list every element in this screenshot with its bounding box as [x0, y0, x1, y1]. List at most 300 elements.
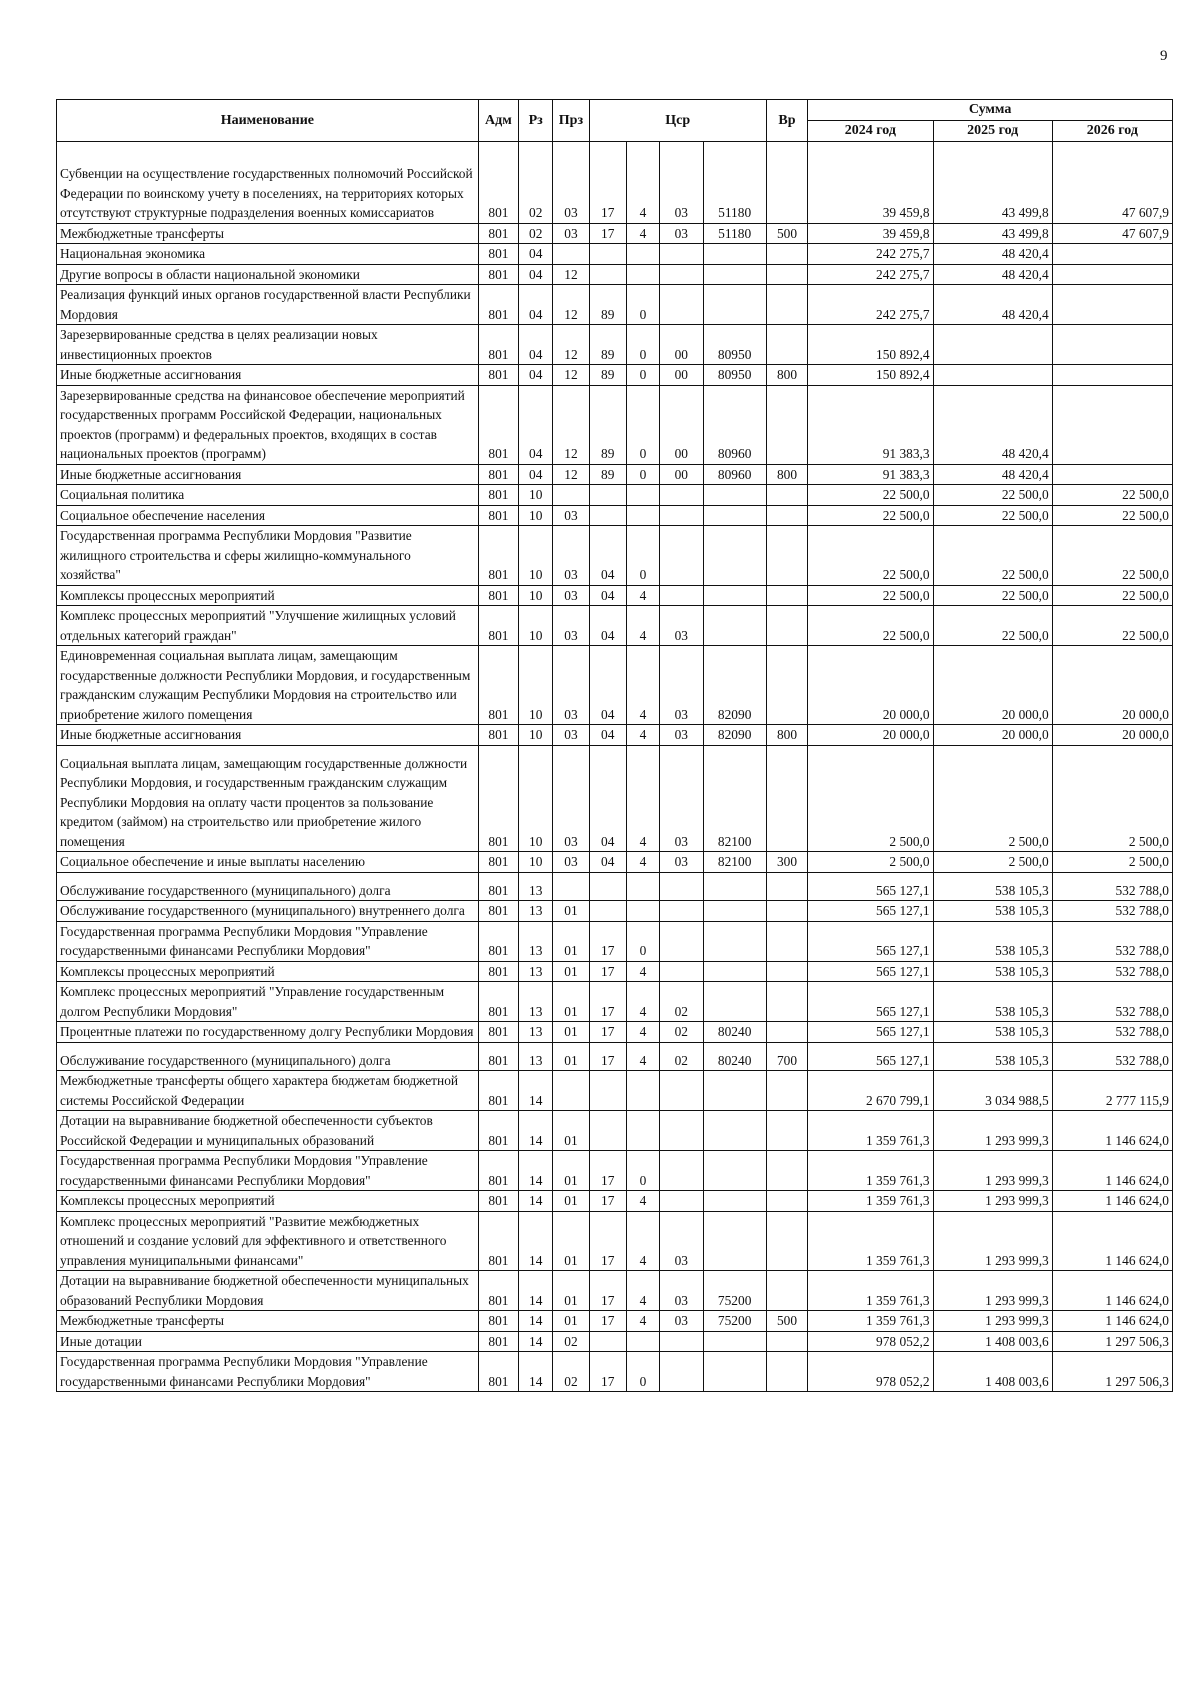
- row-rz: 10: [519, 646, 553, 725]
- table-row: [57, 285, 1173, 325]
- row-sum-2025: 2 500,0: [933, 745, 1052, 852]
- table-row: [57, 982, 1173, 1022]
- row-name: Межбюджетные трансферты общего характера бюджетам бюджетной системы Российской Федерации: [57, 1071, 479, 1111]
- row-adm: 801: [478, 1042, 518, 1071]
- row-sum-2024: 22 500,0: [808, 606, 933, 646]
- row-name: Государственная программа Республики Мордовия "Развитие жилищного строительства и сферы жилищно-коммунального хозяйства": [57, 526, 479, 586]
- row-csr-direction: 80950: [703, 365, 766, 386]
- row-rz: 10: [519, 505, 553, 526]
- row-prz: 12: [553, 365, 589, 386]
- row-csr-complex: 00: [660, 385, 704, 464]
- row-name: Реализация функций иных органов государственной власти Республики Мордовия: [57, 285, 479, 325]
- row-adm: 801: [478, 585, 518, 606]
- row-csr-type: 0: [626, 1151, 659, 1191]
- row-sum-2025: 20 000,0: [933, 725, 1052, 746]
- row-csr-complex: 03: [660, 745, 704, 852]
- table-row: [57, 485, 1173, 506]
- row-csr-direction: [703, 585, 766, 606]
- row-csr-type: 0: [626, 285, 659, 325]
- row-csr-type: 0: [626, 464, 659, 485]
- row-sum-2024: 1 359 761,3: [808, 1271, 933, 1311]
- row-csr-program: 04: [589, 585, 626, 606]
- row-sum-2024: 22 500,0: [808, 505, 933, 526]
- row-sum-2024: 242 275,7: [808, 264, 933, 285]
- budget-table: [56, 99, 1173, 1392]
- row-sum-2026: 1 146 624,0: [1052, 1211, 1172, 1271]
- row-name: Социальная политика: [57, 485, 479, 506]
- row-name: Социальное обеспечение населения: [57, 505, 479, 526]
- row-csr-program: 17: [589, 1191, 626, 1212]
- row-vr: [766, 1022, 807, 1043]
- row-sum-2026: [1052, 325, 1172, 365]
- row-rz: 04: [519, 244, 553, 265]
- row-name: Национальная экономика: [57, 244, 479, 265]
- table-row: [57, 852, 1173, 873]
- row-rz: 02: [519, 223, 553, 244]
- row-csr-direction: 82090: [703, 725, 766, 746]
- row-csr-complex: [660, 505, 704, 526]
- row-sum-2024: 20 000,0: [808, 646, 933, 725]
- row-csr-program: 17: [589, 961, 626, 982]
- row-sum-2026: [1052, 365, 1172, 386]
- row-sum-2026: 1 146 624,0: [1052, 1151, 1172, 1191]
- row-sum-2026: 22 500,0: [1052, 505, 1172, 526]
- row-adm: 801: [478, 982, 518, 1022]
- row-vr: 300: [766, 852, 807, 873]
- row-prz: 03: [553, 606, 589, 646]
- row-sum-2025: 3 034 988,5: [933, 1071, 1052, 1111]
- row-rz: 04: [519, 325, 553, 365]
- row-sum-2026: 2 777 115,9: [1052, 1071, 1172, 1111]
- row-vr: [766, 901, 807, 922]
- row-rz: 14: [519, 1331, 553, 1352]
- row-csr-program: 17: [589, 1271, 626, 1311]
- row-csr-direction: 80240: [703, 1022, 766, 1043]
- row-prz: [553, 485, 589, 506]
- row-name: Государственная программа Республики Мордовия "Управление государственными финансами Республики Мордовия": [57, 921, 479, 961]
- row-csr-complex: [660, 1352, 704, 1392]
- row-vr: [766, 585, 807, 606]
- row-prz: 02: [553, 1352, 589, 1392]
- row-csr-type: 4: [626, 1211, 659, 1271]
- row-sum-2026: 532 788,0: [1052, 1042, 1172, 1071]
- row-csr-type: 4: [626, 1271, 659, 1311]
- row-sum-2025: 48 420,4: [933, 244, 1052, 265]
- row-name: Зарезервированные средства на финансовое обеспечение мероприятий государственных программ Российской Федерации, национальных проектов (программ) и федеральных проектов, входящих в состав национальных проектов (программ): [57, 385, 479, 464]
- row-csr-program: 04: [589, 606, 626, 646]
- row-adm: 801: [478, 244, 518, 265]
- row-adm: 801: [478, 526, 518, 586]
- row-csr-program: 17: [589, 142, 626, 224]
- row-sum-2026: 20 000,0: [1052, 646, 1172, 725]
- row-vr: [766, 1211, 807, 1271]
- row-csr-direction: [703, 606, 766, 646]
- row-prz: 12: [553, 464, 589, 485]
- row-csr-direction: 51180: [703, 142, 766, 224]
- row-adm: 801: [478, 1111, 518, 1151]
- row-sum-2026: 22 500,0: [1052, 526, 1172, 586]
- row-sum-2024: 1 359 761,3: [808, 1111, 933, 1151]
- row-prz: 03: [553, 526, 589, 586]
- row-csr-program: 17: [589, 1352, 626, 1392]
- table-row: [57, 1331, 1173, 1352]
- row-rz: 14: [519, 1071, 553, 1111]
- row-rz: 14: [519, 1311, 553, 1332]
- header-rz: Рз: [519, 100, 553, 142]
- row-rz: 13: [519, 1042, 553, 1071]
- row-sum-2025: [933, 365, 1052, 386]
- row-csr-direction: [703, 244, 766, 265]
- row-prz: 01: [553, 961, 589, 982]
- row-csr-complex: 02: [660, 1022, 704, 1043]
- row-sum-2026: 1 297 506,3: [1052, 1331, 1172, 1352]
- row-csr-direction: [703, 1191, 766, 1212]
- row-csr-program: [589, 485, 626, 506]
- row-csr-program: 04: [589, 526, 626, 586]
- row-csr-direction: [703, 1331, 766, 1352]
- table-row: [57, 646, 1173, 725]
- row-vr: [766, 264, 807, 285]
- header-2024: 2024 год: [808, 121, 933, 142]
- row-sum-2026: 532 788,0: [1052, 982, 1172, 1022]
- row-adm: 801: [478, 385, 518, 464]
- row-sum-2024: 20 000,0: [808, 725, 933, 746]
- row-adm: 801: [478, 1022, 518, 1043]
- header-prz: Прз: [553, 100, 589, 142]
- row-prz: [553, 1071, 589, 1111]
- row-prz: 03: [553, 505, 589, 526]
- row-vr: [766, 1271, 807, 1311]
- row-csr-complex: [660, 1191, 704, 1212]
- row-sum-2026: 532 788,0: [1052, 872, 1172, 901]
- row-sum-2024: 565 127,1: [808, 982, 933, 1022]
- row-rz: 13: [519, 982, 553, 1022]
- row-sum-2026: [1052, 385, 1172, 464]
- row-sum-2026: 1 146 624,0: [1052, 1191, 1172, 1212]
- row-vr: [766, 505, 807, 526]
- row-sum-2026: 532 788,0: [1052, 901, 1172, 922]
- row-csr-type: 4: [626, 585, 659, 606]
- row-csr-program: [589, 872, 626, 901]
- row-adm: 801: [478, 921, 518, 961]
- row-prz: 03: [553, 142, 589, 224]
- row-vr: [766, 142, 807, 224]
- row-csr-type: 0: [626, 325, 659, 365]
- row-csr-program: 17: [589, 1311, 626, 1332]
- row-adm: 801: [478, 872, 518, 901]
- row-rz: 14: [519, 1271, 553, 1311]
- row-csr-complex: [660, 264, 704, 285]
- row-csr-direction: [703, 872, 766, 901]
- row-sum-2025: 43 499,8: [933, 142, 1052, 224]
- row-sum-2024: 242 275,7: [808, 285, 933, 325]
- row-sum-2024: 978 052,2: [808, 1331, 933, 1352]
- row-sum-2025: 22 500,0: [933, 526, 1052, 586]
- row-csr-direction: [703, 921, 766, 961]
- row-sum-2024: 22 500,0: [808, 585, 933, 606]
- row-adm: 801: [478, 1331, 518, 1352]
- row-prz: 03: [553, 852, 589, 873]
- row-adm: 801: [478, 485, 518, 506]
- row-adm: 801: [478, 1271, 518, 1311]
- row-csr-program: 04: [589, 725, 626, 746]
- row-csr-program: 04: [589, 852, 626, 873]
- row-csr-complex: 03: [660, 1271, 704, 1311]
- row-sum-2024: 1 359 761,3: [808, 1151, 933, 1191]
- row-csr-complex: 03: [660, 223, 704, 244]
- row-prz: 01: [553, 1271, 589, 1311]
- row-adm: 801: [478, 1151, 518, 1191]
- row-vr: [766, 961, 807, 982]
- row-csr-direction: 51180: [703, 223, 766, 244]
- row-csr-complex: 02: [660, 982, 704, 1022]
- row-prz: 12: [553, 264, 589, 285]
- row-csr-direction: 80960: [703, 464, 766, 485]
- row-csr-direction: 80960: [703, 385, 766, 464]
- table-row: [57, 1211, 1173, 1271]
- row-name: Зарезервированные средства в целях реализации новых инвестиционных проектов: [57, 325, 479, 365]
- row-sum-2026: 2 500,0: [1052, 745, 1172, 852]
- row-name: Обслуживание государственного (муниципального) внутреннего долга: [57, 901, 479, 922]
- table-row: [57, 325, 1173, 365]
- row-csr-direction: [703, 1071, 766, 1111]
- row-rz: 13: [519, 901, 553, 922]
- row-csr-type: 4: [626, 1191, 659, 1212]
- row-sum-2025: 43 499,8: [933, 223, 1052, 244]
- row-csr-complex: [660, 585, 704, 606]
- row-prz: 03: [553, 745, 589, 852]
- table-row: [57, 1311, 1173, 1332]
- row-sum-2026: 1 146 624,0: [1052, 1311, 1172, 1332]
- row-name: Комплексы процессных мероприятий: [57, 585, 479, 606]
- row-sum-2025: 538 105,3: [933, 1022, 1052, 1043]
- row-adm: 801: [478, 365, 518, 386]
- table-row: [57, 901, 1173, 922]
- row-adm: 801: [478, 852, 518, 873]
- row-csr-program: 89: [589, 325, 626, 365]
- row-sum-2025: 538 105,3: [933, 921, 1052, 961]
- row-name: Комплекс процессных мероприятий "Развитие межбюджетных отношений и создание условий для эффективного и ответственного управления муниципальными финансами": [57, 1211, 479, 1271]
- row-csr-direction: [703, 264, 766, 285]
- row-csr-direction: 82090: [703, 646, 766, 725]
- row-sum-2024: 1 359 761,3: [808, 1211, 933, 1271]
- row-sum-2026: 532 788,0: [1052, 961, 1172, 982]
- row-csr-direction: [703, 485, 766, 506]
- row-sum-2026: 532 788,0: [1052, 921, 1172, 961]
- header-2025: 2025 год: [933, 121, 1052, 142]
- row-csr-complex: [660, 1071, 704, 1111]
- page-number: 9: [1160, 48, 1168, 64]
- row-sum-2025: 2 500,0: [933, 852, 1052, 873]
- row-csr-type: 4: [626, 725, 659, 746]
- row-prz: 01: [553, 1042, 589, 1071]
- row-name: Обслуживание государственного (муниципального) долга: [57, 1042, 479, 1071]
- row-csr-type: [626, 485, 659, 506]
- row-vr: [766, 745, 807, 852]
- row-adm: 801: [478, 1352, 518, 1392]
- row-adm: 801: [478, 264, 518, 285]
- row-sum-2024: 91 383,3: [808, 385, 933, 464]
- row-vr: [766, 1151, 807, 1191]
- table-row: [57, 526, 1173, 586]
- row-rz: 13: [519, 961, 553, 982]
- row-csr-complex: [660, 485, 704, 506]
- row-prz: 12: [553, 325, 589, 365]
- row-csr-direction: [703, 1151, 766, 1191]
- row-adm: 801: [478, 285, 518, 325]
- row-adm: 801: [478, 606, 518, 646]
- table-row: [57, 745, 1173, 852]
- row-vr: [766, 1331, 807, 1352]
- row-csr-type: 0: [626, 526, 659, 586]
- row-sum-2025: 1 293 999,3: [933, 1151, 1052, 1191]
- row-name: Государственная программа Республики Мордовия "Управление государственными финансами Республики Мордовия": [57, 1352, 479, 1392]
- row-vr: 800: [766, 464, 807, 485]
- row-csr-direction: 82100: [703, 852, 766, 873]
- row-name: Комплексы процессных мероприятий: [57, 961, 479, 982]
- row-sum-2025: 1 408 003,6: [933, 1352, 1052, 1392]
- row-rz: 13: [519, 1022, 553, 1043]
- row-prz: 03: [553, 585, 589, 606]
- row-csr-complex: 00: [660, 365, 704, 386]
- row-csr-program: [589, 264, 626, 285]
- row-sum-2024: 1 359 761,3: [808, 1311, 933, 1332]
- row-sum-2024: 39 459,8: [808, 223, 933, 244]
- row-csr-program: 17: [589, 1211, 626, 1271]
- row-name: Другие вопросы в области национальной экономики: [57, 264, 479, 285]
- row-vr: [766, 385, 807, 464]
- row-rz: 13: [519, 921, 553, 961]
- row-sum-2024: 565 127,1: [808, 872, 933, 901]
- row-sum-2025: 1 293 999,3: [933, 1191, 1052, 1212]
- header-2026: 2026 год: [1052, 121, 1172, 142]
- row-name: Комплексы процессных мероприятий: [57, 1191, 479, 1212]
- row-csr-program: [589, 505, 626, 526]
- row-prz: 03: [553, 725, 589, 746]
- row-sum-2025: 48 420,4: [933, 385, 1052, 464]
- row-csr-program: 17: [589, 1151, 626, 1191]
- row-name: Иные дотации: [57, 1331, 479, 1352]
- row-csr-complex: [660, 526, 704, 586]
- row-csr-type: 4: [626, 606, 659, 646]
- row-sum-2025: 22 500,0: [933, 505, 1052, 526]
- row-sum-2024: 565 127,1: [808, 921, 933, 961]
- row-sum-2024: 22 500,0: [808, 485, 933, 506]
- row-csr-direction: [703, 505, 766, 526]
- row-csr-type: 4: [626, 223, 659, 244]
- row-csr-direction: 75200: [703, 1271, 766, 1311]
- row-csr-direction: [703, 961, 766, 982]
- row-adm: 801: [478, 142, 518, 224]
- row-name: Государственная программа Республики Мордовия "Управление государственными финансами Республики Мордовия": [57, 1151, 479, 1191]
- row-vr: 700: [766, 1042, 807, 1071]
- header-vr: Вр: [766, 100, 807, 142]
- row-csr-direction: [703, 982, 766, 1022]
- row-vr: [766, 325, 807, 365]
- row-prz: 01: [553, 1022, 589, 1043]
- table-row: [57, 1071, 1173, 1111]
- row-name: Иные бюджетные ассигнования: [57, 464, 479, 485]
- header-adm: Адм: [478, 100, 518, 142]
- row-csr-type: [626, 1071, 659, 1111]
- row-sum-2025: [933, 325, 1052, 365]
- row-sum-2026: [1052, 464, 1172, 485]
- row-csr-direction: [703, 901, 766, 922]
- table-row: [57, 264, 1173, 285]
- row-rz: 04: [519, 365, 553, 386]
- row-csr-type: [626, 901, 659, 922]
- row-prz: [553, 244, 589, 265]
- row-name: Межбюджетные трансферты: [57, 223, 479, 244]
- row-sum-2024: 565 127,1: [808, 1022, 933, 1043]
- row-sum-2026: 47 607,9: [1052, 223, 1172, 244]
- table-row: [57, 223, 1173, 244]
- row-csr-type: 0: [626, 1352, 659, 1392]
- row-csr-complex: [660, 1331, 704, 1352]
- row-csr-direction: [703, 1111, 766, 1151]
- row-prz: 02: [553, 1331, 589, 1352]
- row-vr: 500: [766, 1311, 807, 1332]
- row-csr-type: 0: [626, 921, 659, 961]
- row-prz: [553, 872, 589, 901]
- row-adm: 801: [478, 1191, 518, 1212]
- header-name: Наименование: [57, 100, 479, 142]
- row-rz: 10: [519, 606, 553, 646]
- row-csr-type: [626, 1111, 659, 1151]
- row-vr: [766, 285, 807, 325]
- row-sum-2025: 1 408 003,6: [933, 1331, 1052, 1352]
- row-name: Иные бюджетные ассигнования: [57, 365, 479, 386]
- row-adm: 801: [478, 725, 518, 746]
- row-sum-2025: 48 420,4: [933, 264, 1052, 285]
- row-sum-2026: 20 000,0: [1052, 725, 1172, 746]
- row-rz: 10: [519, 485, 553, 506]
- row-csr-type: [626, 505, 659, 526]
- row-adm: 801: [478, 223, 518, 244]
- table-row: [57, 505, 1173, 526]
- row-csr-program: 04: [589, 646, 626, 725]
- row-csr-program: 17: [589, 982, 626, 1022]
- row-csr-complex: [660, 244, 704, 265]
- row-sum-2024: 242 275,7: [808, 244, 933, 265]
- row-csr-type: [626, 872, 659, 901]
- table-row: [57, 585, 1173, 606]
- row-rz: 10: [519, 725, 553, 746]
- row-sum-2026: 2 500,0: [1052, 852, 1172, 873]
- row-name: Комплекс процессных мероприятий "Улучшение жилищных условий отдельных категорий граждан": [57, 606, 479, 646]
- table-row: [57, 1111, 1173, 1151]
- row-sum-2024: 1 359 761,3: [808, 1191, 933, 1212]
- row-csr-complex: [660, 901, 704, 922]
- row-rz: 14: [519, 1211, 553, 1271]
- row-name: Социальная выплата лицам, замещающим государственные должности Республики Мордовия, и государственным гражданским служащим Республики Мордовия на оплату части процентов за пользование кредитом (займом) на строительство или приобретение жилого помещения: [57, 745, 479, 852]
- row-adm: 801: [478, 1071, 518, 1111]
- row-vr: [766, 244, 807, 265]
- row-sum-2025: 20 000,0: [933, 646, 1052, 725]
- header-sum: Сумма: [808, 100, 1173, 121]
- row-name: Межбюджетные трансферты: [57, 1311, 479, 1332]
- table-row: [57, 606, 1173, 646]
- table-row: [57, 385, 1173, 464]
- row-sum-2024: 2 500,0: [808, 745, 933, 852]
- row-csr-complex: [660, 921, 704, 961]
- row-name: Социальное обеспечение и иные выплаты населению: [57, 852, 479, 873]
- row-csr-program: 89: [589, 365, 626, 386]
- row-adm: 801: [478, 1311, 518, 1332]
- row-csr-type: 0: [626, 365, 659, 386]
- row-sum-2024: 22 500,0: [808, 526, 933, 586]
- row-csr-direction: [703, 1352, 766, 1392]
